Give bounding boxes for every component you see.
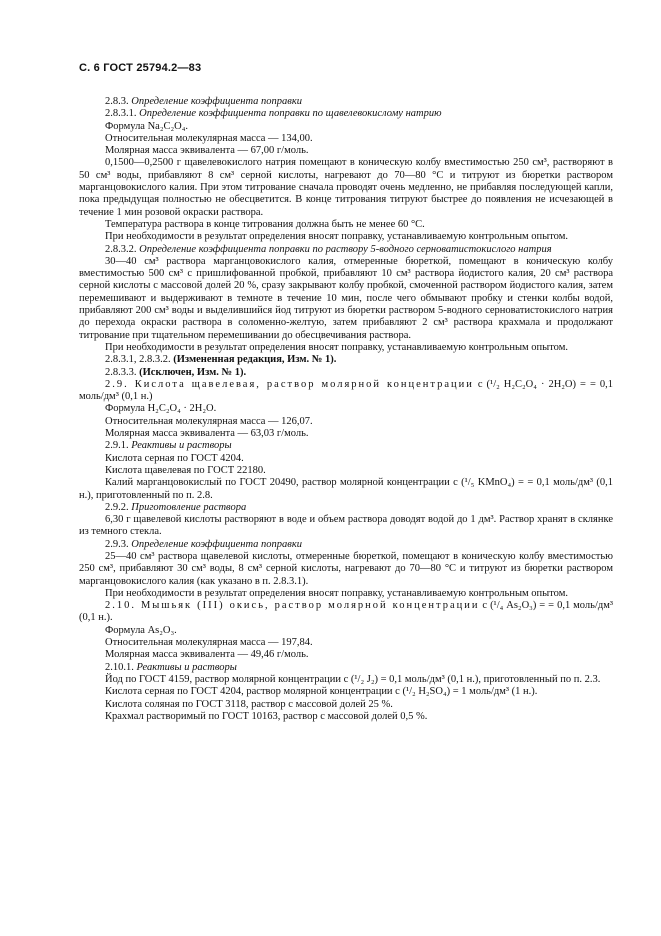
- procedure-paragraph: 30—40 см³ раствора марганцовокислого калия, отмеренные бюреткой, помещают в коническую колбу вместимостью 500 см³ с пришлифованной пробкой, прибавляют 10 см³ раствора йодистого калия, 20 см³ раствора серной кислоты с массовой долей 20 %, сразу закрывают колбу пробкой, смоченной раствором йодистого калия, затем перемешивают и выдерживают в темноте в течение 10 мин, после чего обмывают пробку и стенки колбы водой, прибавляют 200 см³ воды и выделившийся йод титруют из бюретки раствором 5-водного серноватистокислого натрия до перехода окраски раствора в соломенно-желтую, затем прибавляют 2 см³ раствора крахмала и продолжают титрование при тщательном перемешивании до обесцвечивания раствора.: [79, 255, 613, 341]
- procedure-paragraph: 25—40 см³ раствора щавелевой кислоты, отмеренные бюреткой, помещают в коническую колбу вместимостью 250 см³, прибавляют 30 см³ воды, 8 см³ серной кислоты, нагревают до 70—80 °С и титруют из бюретки раствором марганцовокислого калия (как указано в п. 2.8.3.1).: [79, 550, 613, 587]
- molecular-mass-line: Относительная молекулярная масса — 126,07.: [105, 415, 313, 427]
- correction-paragraph: При необходимости в результат определения вносят поправку, устанавливаемую контрольным опытом.: [105, 231, 568, 243]
- section-2-8-3: 2.8.3. Определение коэффициента поправки: [105, 96, 303, 107]
- section-2-9-3: 2.9.3. Определение коэффициента поправки: [105, 538, 303, 550]
- molecular-mass-line: Относительная молекулярная масса — 134,00.: [105, 132, 313, 144]
- correction-paragraph: При необходимости в результат определения вносят поправку, устанавливаемую контрольным опытом.: [105, 587, 568, 599]
- formula-line: Формула As₂O₃.: [105, 624, 177, 636]
- excluded-note: 2.8.3.3. (Исключен, Изм. № 1).: [105, 366, 247, 378]
- reagent-line: Калий марганцовокислый по ГОСТ 20490, раствор молярной концентрации с (¹/₅ KMnO₄) = = 0,1 моль/дм³ (0,1 н.), приготовленный по п. 2.8.: [79, 477, 613, 501]
- section-2-10-1: 2.10.1. Реактивы и растворы: [105, 661, 237, 673]
- reagent-line: Йод по ГОСТ 4159, раствор молярной концентрации с (¹/₂ J₂) = 0,1 моль/дм³ (0,1 н.), приготовленный по п. 2.3.: [105, 673, 601, 685]
- reagent-line: Кислота соляная по ГОСТ 3118, раствор с массовой долей 25 %.: [105, 698, 393, 710]
- equivalent-mass-line: Молярная масса эквивалента — 63,03 г/моль.: [105, 428, 309, 440]
- page-header: С. 6 ГОСТ 25794.2—83: [79, 62, 202, 74]
- formula-line: Формула H₂C₂O₄ · 2H₂O.: [105, 403, 217, 415]
- amendment-note: 2.8.3.1, 2.8.3.2. (Измененная редакция, Изм. № 1).: [105, 354, 337, 366]
- equivalent-mass-line: Молярная масса эквивалента — 67,00 г/моль.: [105, 145, 309, 157]
- correction-paragraph: При необходимости в результат определения вносят поправку, устанавливаемую контрольным опытом.: [105, 341, 568, 353]
- temperature-paragraph: Температура раствора в конце титрования должна быть не менее 60 °С.: [105, 218, 425, 230]
- section-2-9-1: 2.9.1. Реактивы и растворы: [105, 440, 232, 452]
- document-body: [79, 96, 613, 723]
- section-2-10: 2.10. Мышьяк (III) окись, раствор молярной концентрации с (¹/₄ As₂O₃) = = 0,1 моль/дм³ (0,1 н.).: [79, 600, 613, 624]
- section-2-8-3-1: 2.8.3.1. Определение коэффициента поправки по щавелевокислому натрию: [105, 108, 442, 120]
- formula-line: Формула Na₂C₂O₄.: [105, 120, 189, 132]
- molecular-mass-line: Относительная молекулярная масса — 197,84.: [105, 637, 313, 649]
- section-2-8-3-2: 2.8.3.2. Определение коэффициента поправки по раствору 5-водного серноватистокислого натрия: [105, 243, 552, 255]
- section-2-9: 2.9. Кислота щавелевая, раствор молярной концентрации с (¹/₂ H₂C₂O₄ · 2H₂O) = = 0,1 моль/дм³ (0,1 н.): [79, 378, 614, 403]
- section-2-9-2: 2.9.2. Приготовление раствора: [105, 501, 247, 513]
- procedure-paragraph: 0,1500—0,2500 г щавелевокислого натрия помещают в коническую колбу вместимостью 250 см³, растворяют в 50 см³ воды, прибавляют 8 см³ серной кислоты, нагревают до 70—80 °С и титруют из бюретки раствором марганцовокислого калия. При этом титрование сначала проводят очень медленно, не прибавляя последующей капли, пока предыдущая полностью не обесцветится. В конце титрования титруют быстрее до появления не исчезающей в течение 1 мин розовой окраски раствора.: [79, 157, 613, 218]
- reagent-line: Кислота щавелевая по ГОСТ 22180.: [105, 464, 266, 476]
- equivalent-mass-line: Молярная масса эквивалента — 49,46 г/моль.: [105, 649, 309, 661]
- reagent-line: Кислота серная по ГОСТ 4204, раствор молярной концентрации с (¹/₂ H₂SO₄) = 1 моль/дм³ (1 н.).: [105, 686, 538, 698]
- preparation-paragraph: 6,30 г щавелевой кислоты растворяют в воде и объем раствора доводят водой до 1 дм³. Раствор хранят в склянке из темного стекла.: [79, 514, 613, 538]
- reagent-line: Кислота серная по ГОСТ 4204.: [105, 452, 244, 464]
- reagent-line: Крахмал растворимый по ГОСТ 10163, раствор с массовой долей 0,5 %.: [105, 710, 428, 722]
